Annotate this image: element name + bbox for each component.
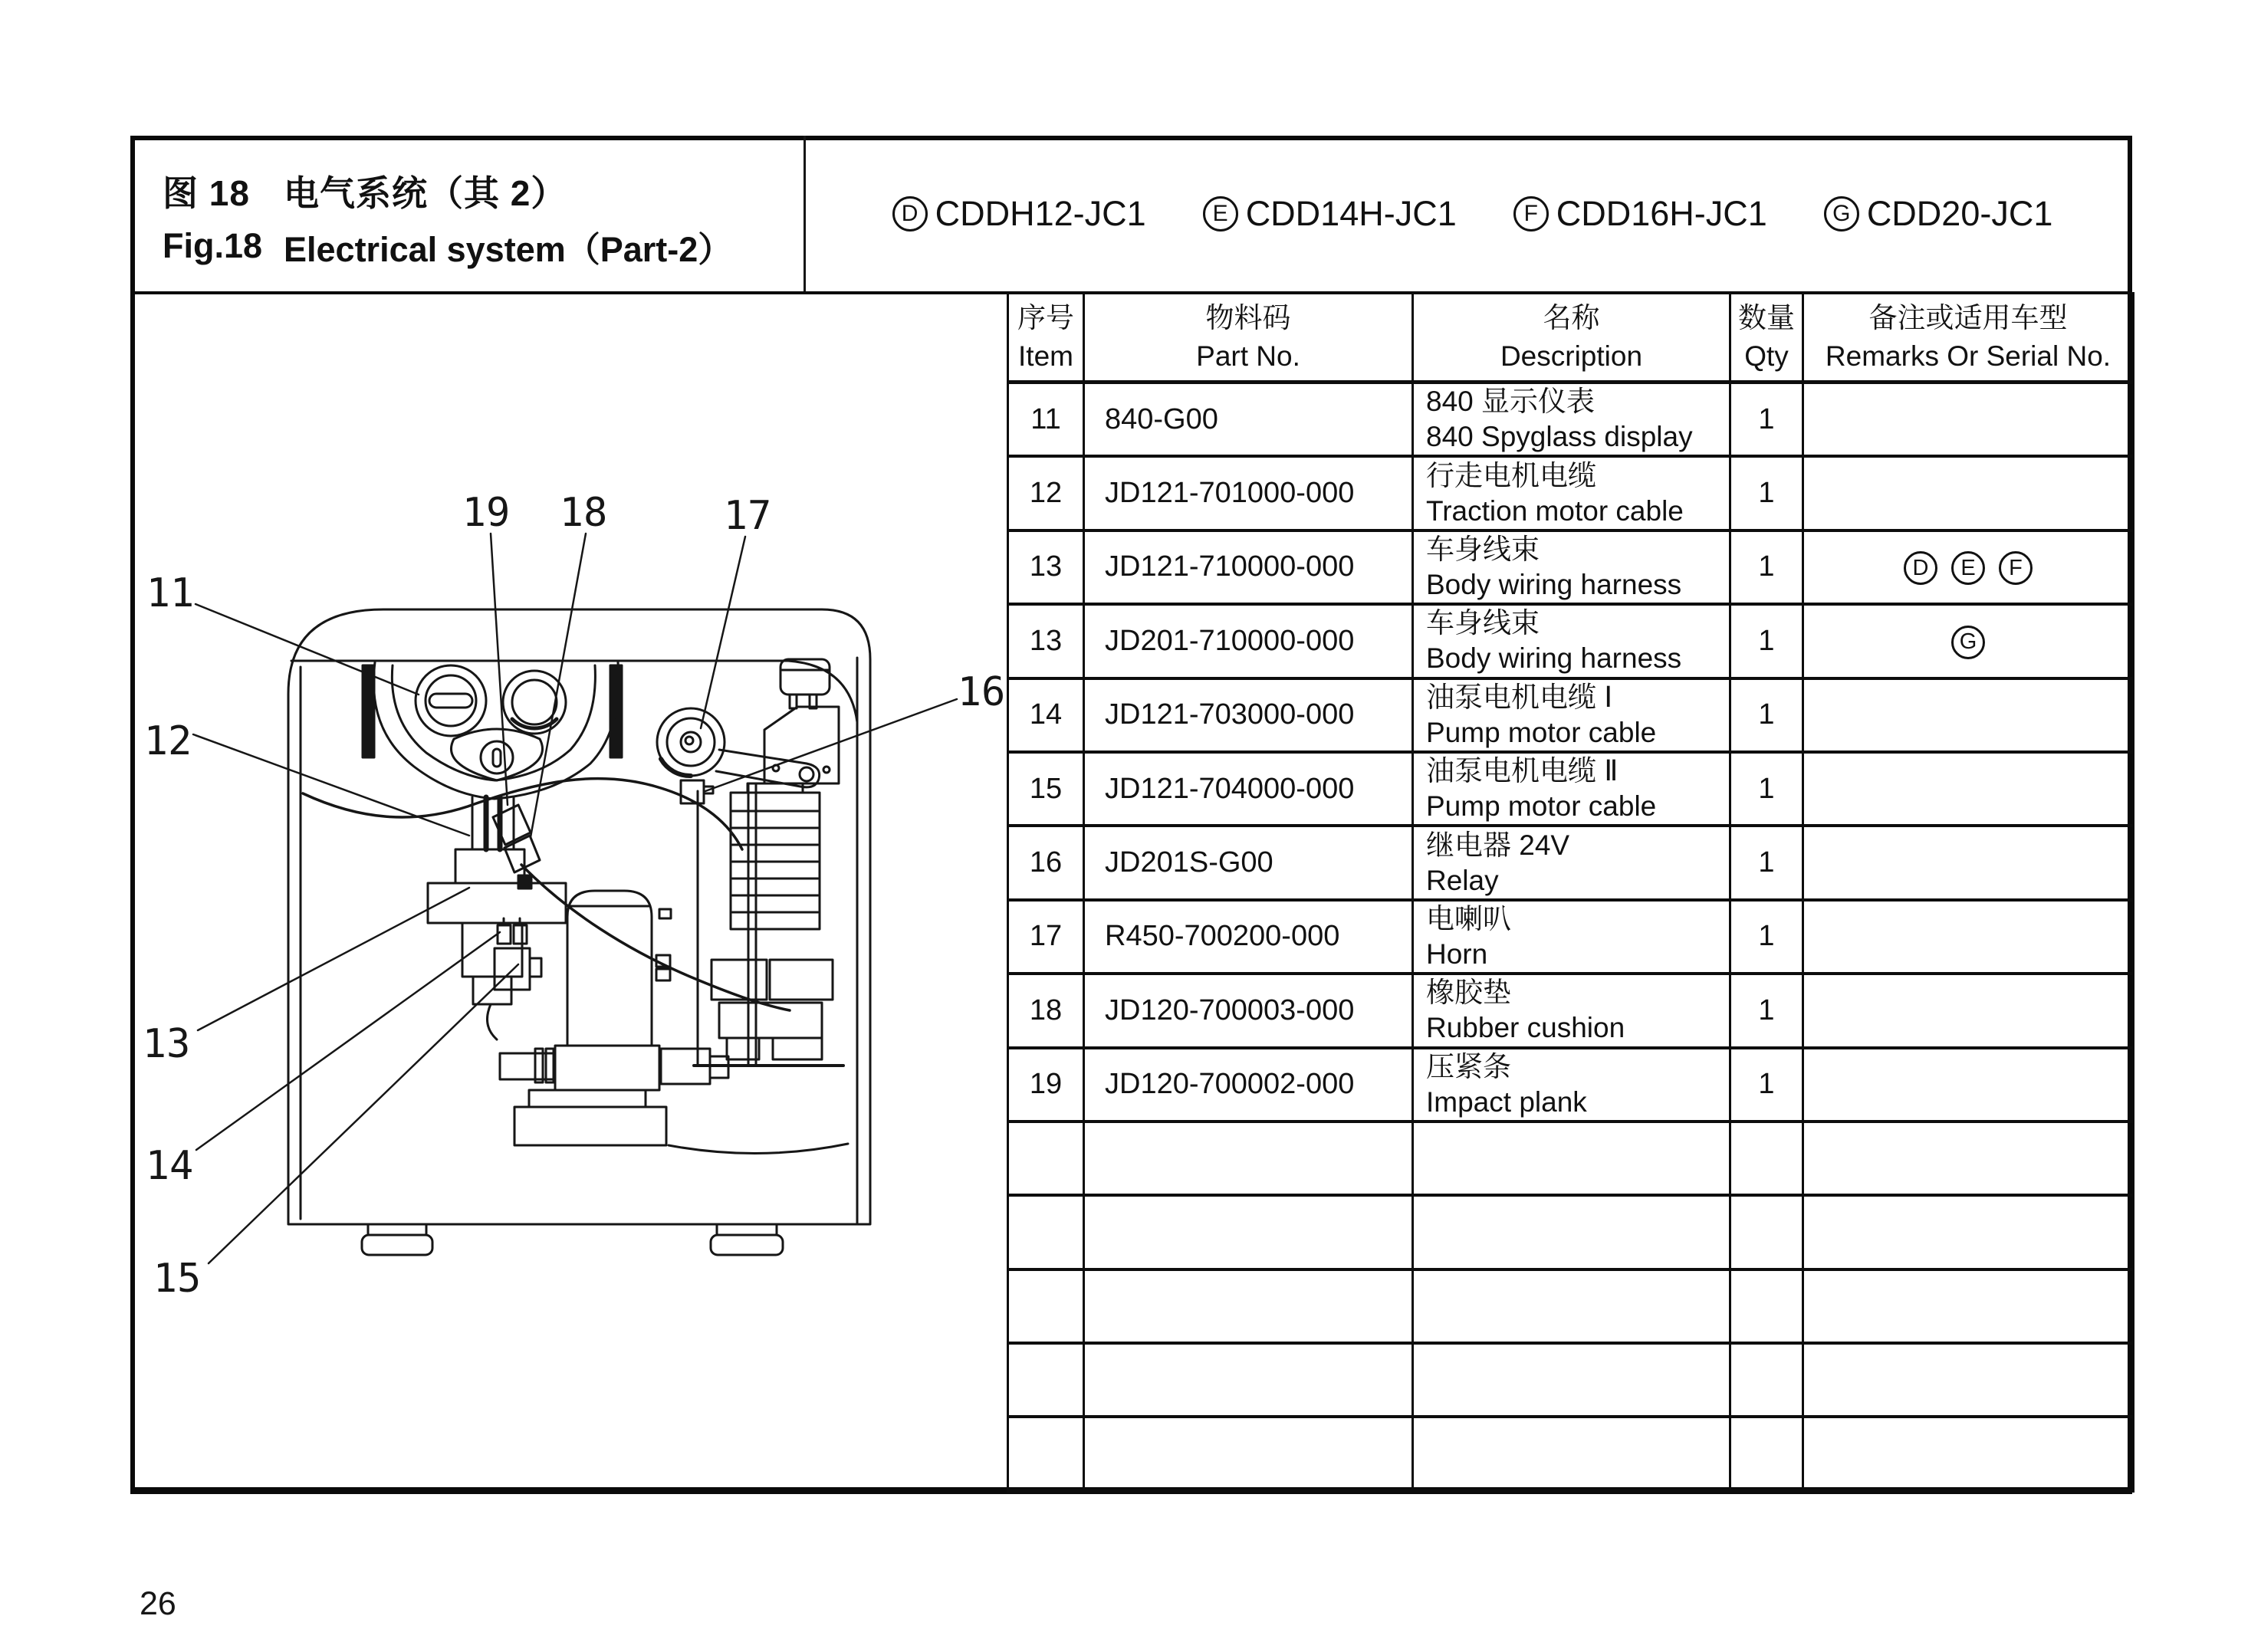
callout-12: 12 (143, 718, 192, 764)
cell-description (1413, 678, 1730, 752)
leader-line-17 (701, 537, 745, 728)
valve-assembly (656, 783, 843, 1066)
col-header-remarks-en: Remarks Or Serial No. (1825, 340, 2111, 372)
cell-qty: 1 (1730, 826, 1803, 899)
cell-remarks (1803, 1122, 2134, 1195)
cell-description (1413, 752, 1730, 826)
connector-stack (428, 797, 566, 1039)
parts-diagram (130, 292, 1007, 1493)
description-zh: 行走电机电缆 (1426, 459, 1596, 491)
pump-motor (500, 891, 728, 1145)
cell-description (1413, 604, 1730, 678)
callout-15: 15 (153, 1256, 202, 1302)
model-list (813, 136, 2132, 291)
cell-description (1413, 1269, 1730, 1343)
cell-part-no (1084, 1343, 1413, 1417)
cell-remarks (1803, 900, 2134, 974)
spyglass-display (416, 665, 486, 736)
cell-qty (1730, 1269, 1803, 1343)
table-body (1008, 383, 2134, 1492)
description-en: Pump motor cable (1426, 716, 1657, 748)
table-row (1008, 678, 2134, 752)
cell-part-no: 840-G00 (1084, 383, 1413, 457)
model-name-d: CDDH12-JC1 (935, 193, 1146, 233)
cell-remarks (1803, 826, 2134, 899)
model-name-g: CDD20-JC1 (1866, 193, 2053, 233)
col-header-item-en: Item (1018, 340, 1073, 372)
cell-description (1413, 1048, 1730, 1122)
leader-line-12 (193, 734, 469, 836)
page-number: 26 (140, 1585, 176, 1622)
cell-remarks (1803, 383, 2134, 457)
model-item-d (892, 194, 1146, 234)
cell-qty (1730, 1195, 1803, 1269)
model-item-f (1513, 194, 1767, 234)
table-row (1008, 456, 2134, 530)
cell-remarks (1803, 678, 2134, 752)
description-zh: 油泵电机电缆 Ⅰ (1426, 681, 1613, 713)
col-header-item (1008, 294, 1084, 383)
model-name-f: CDD16H-JC1 (1556, 193, 1767, 233)
cell-qty (1730, 1343, 1803, 1417)
description-zh: 压紧条 (1426, 1050, 1511, 1082)
cell-part-no: JD121-703000-000 (1084, 678, 1413, 752)
table-row (1008, 1048, 2134, 1122)
cell-remarks (1803, 530, 2134, 604)
model-name-e: CDD14H-JC1 (1245, 193, 1457, 233)
cell-part-no (1084, 1269, 1413, 1343)
figure-number-en: Fig.18 (163, 226, 263, 265)
figure-name-zh: 电气系统（其 2） (284, 173, 567, 213)
cell-qty: 1 (1730, 974, 1803, 1047)
table-row (1008, 383, 2134, 457)
callout-16: 16 (957, 669, 1006, 715)
col-header-part-no-en: Part No. (1196, 340, 1300, 372)
figure-title-block (130, 136, 804, 291)
col-header-description-zh: 名称 (1543, 302, 1600, 333)
description-en: 840 Spyglass display (1426, 421, 1693, 453)
description-zh: 继电器 24V (1426, 829, 1570, 861)
col-header-remarks (1803, 294, 2134, 383)
circled-letter-e-icon: E (1203, 196, 1238, 232)
circled-letter-f-icon: F (1999, 551, 2033, 585)
cell-item: 19 (1008, 1048, 1084, 1122)
cell-remarks (1803, 604, 2134, 678)
cell-description (1413, 1343, 1730, 1417)
circled-letter-d-icon: D (892, 196, 928, 232)
cell-description (1413, 456, 1730, 530)
leader-line-16 (705, 699, 957, 791)
cell-description (1413, 1195, 1730, 1269)
table-row (1008, 1269, 2134, 1343)
mounting-bracket (764, 707, 839, 783)
cell-remarks (1803, 1417, 2134, 1491)
cell-item: 17 (1008, 900, 1084, 974)
leader-line-18 (531, 534, 586, 837)
description-en: Impact plank (1426, 1085, 1587, 1118)
table-header-row (1008, 294, 2134, 383)
panel-knob (503, 671, 566, 734)
description-en: Traction motor cable (1426, 494, 1684, 527)
cell-item (1008, 1122, 1084, 1195)
cell-item: 12 (1008, 456, 1084, 530)
cell-description (1413, 1122, 1730, 1195)
cell-item: 15 (1008, 752, 1084, 826)
circled-letter-g-icon: G (1951, 626, 1985, 659)
description-en: Body wiring harness (1426, 568, 1682, 600)
cell-item (1008, 1343, 1084, 1417)
description-en: Horn (1426, 938, 1488, 970)
figure-title-en (163, 218, 804, 274)
cell-item: 11 (1008, 383, 1084, 457)
cell-remarks (1803, 1269, 2134, 1343)
table-row (1008, 1195, 2134, 1269)
cell-part-no (1084, 1417, 1413, 1491)
cell-part-no: R450-700200-000 (1084, 900, 1413, 974)
horn (657, 708, 820, 787)
cell-item (1008, 1417, 1084, 1491)
cell-qty (1730, 1122, 1803, 1195)
table-row (1008, 530, 2134, 604)
cell-remarks (1803, 974, 2134, 1047)
cell-remarks (1803, 752, 2134, 826)
cell-item (1008, 1195, 1084, 1269)
cell-item: 13 (1008, 530, 1084, 604)
cell-remarks (1803, 1343, 2134, 1417)
cell-item: 13 (1008, 604, 1084, 678)
cell-part-no: JD120-700002-000 (1084, 1048, 1413, 1122)
description-en: Body wiring harness (1426, 642, 1682, 675)
cell-description (1413, 974, 1730, 1047)
cell-part-no: JD120-700003-000 (1084, 974, 1413, 1047)
col-header-part-no (1084, 294, 1413, 383)
col-header-qty-zh: 数量 (1738, 302, 1795, 333)
cell-qty: 1 (1730, 383, 1803, 457)
cell-description (1413, 826, 1730, 899)
cell-description (1413, 383, 1730, 457)
description-zh: 车身线束 (1426, 607, 1540, 639)
pump-cable-lugs (495, 918, 541, 990)
cell-item: 16 (1008, 826, 1084, 899)
callout-14: 14 (145, 1143, 194, 1189)
cell-part-no: JD201S-G00 (1084, 826, 1413, 899)
description-zh: 车身线束 (1426, 533, 1540, 565)
cell-part-no: JD121-710000-000 (1084, 530, 1413, 604)
cell-part-no: JD201-710000-000 (1084, 604, 1413, 678)
callout-11: 11 (146, 570, 195, 616)
cell-item (1008, 1269, 1084, 1343)
leader-line-11 (196, 604, 419, 695)
callout-17: 17 (723, 493, 772, 539)
circled-letter-d-icon: D (1904, 551, 1937, 585)
figure-name-en: Electrical system（Part-2） (284, 229, 733, 269)
callout-19: 19 (462, 490, 511, 536)
cell-qty: 1 (1730, 456, 1803, 530)
description-zh: 油泵电机电缆 Ⅱ (1426, 755, 1619, 787)
cell-part-no: JD121-701000-000 (1084, 456, 1413, 530)
description-en: Pump motor cable (1426, 790, 1657, 823)
cell-qty: 1 (1730, 1048, 1803, 1122)
figure-number-zh: 图 18 (163, 173, 250, 213)
cell-qty: 1 (1730, 752, 1803, 826)
leader-line-13 (198, 888, 469, 1030)
leader-lines (193, 534, 957, 1263)
description-zh: 电喇叭 (1426, 902, 1511, 934)
cell-description (1413, 900, 1730, 974)
cell-remarks (1803, 1048, 2134, 1122)
header-band (130, 136, 2132, 294)
plug-connector (781, 659, 830, 708)
figure-title-zh (163, 163, 804, 218)
model-item-g (1824, 194, 2053, 234)
parts-table (1007, 292, 2132, 1493)
col-header-item-zh: 序号 (1017, 302, 1074, 333)
cell-part-no (1084, 1122, 1413, 1195)
circled-letter-e-icon: E (1951, 551, 1985, 585)
table-row (1008, 604, 2134, 678)
description-zh: 840 显示仪表 (1426, 386, 1596, 418)
col-header-description (1413, 294, 1730, 383)
col-header-qty (1730, 294, 1803, 383)
table-row (1008, 826, 2134, 899)
foot-left (362, 1224, 432, 1255)
fin-stack (731, 783, 820, 929)
table-row (1008, 752, 2134, 826)
col-header-qty-en: Qty (1744, 340, 1789, 372)
description-en: Rubber cushion (1426, 1012, 1625, 1044)
leader-line-15 (209, 964, 518, 1263)
cell-qty: 1 (1730, 900, 1803, 974)
col-header-remarks-zh: 备注或适用车型 (1868, 302, 2068, 333)
header-divider (804, 136, 806, 291)
description-zh: 橡胶垫 (1426, 977, 1511, 1009)
table-row (1008, 974, 2134, 1047)
cell-remarks (1803, 456, 2134, 530)
cell-item: 18 (1008, 974, 1084, 1047)
description-en: Relay (1426, 864, 1499, 896)
foot-right (711, 1224, 783, 1255)
cell-item: 14 (1008, 678, 1084, 752)
model-item-e (1203, 194, 1457, 234)
cell-description (1413, 530, 1730, 604)
circled-letter-f-icon: F (1513, 196, 1549, 232)
cell-qty: 1 (1730, 678, 1803, 752)
table-row (1008, 900, 2134, 974)
table-row (1008, 1417, 2134, 1491)
callout-13: 13 (142, 1021, 191, 1067)
callout-18: 18 (559, 490, 608, 536)
leader-line-14 (196, 932, 500, 1150)
circled-letter-g-icon: G (1824, 196, 1859, 232)
cell-qty: 1 (1730, 530, 1803, 604)
cell-qty: 1 (1730, 604, 1803, 678)
table-row (1008, 1122, 2134, 1195)
cell-part-no (1084, 1195, 1413, 1269)
cell-description (1413, 1417, 1730, 1491)
cell-part-no: JD121-704000-000 (1084, 752, 1413, 826)
col-header-part-no-zh: 物料码 (1205, 302, 1291, 333)
cell-remarks (1803, 1195, 2134, 1269)
table-row (1008, 1343, 2134, 1417)
col-header-description-en: Description (1500, 340, 1643, 372)
cell-qty (1730, 1417, 1803, 1491)
